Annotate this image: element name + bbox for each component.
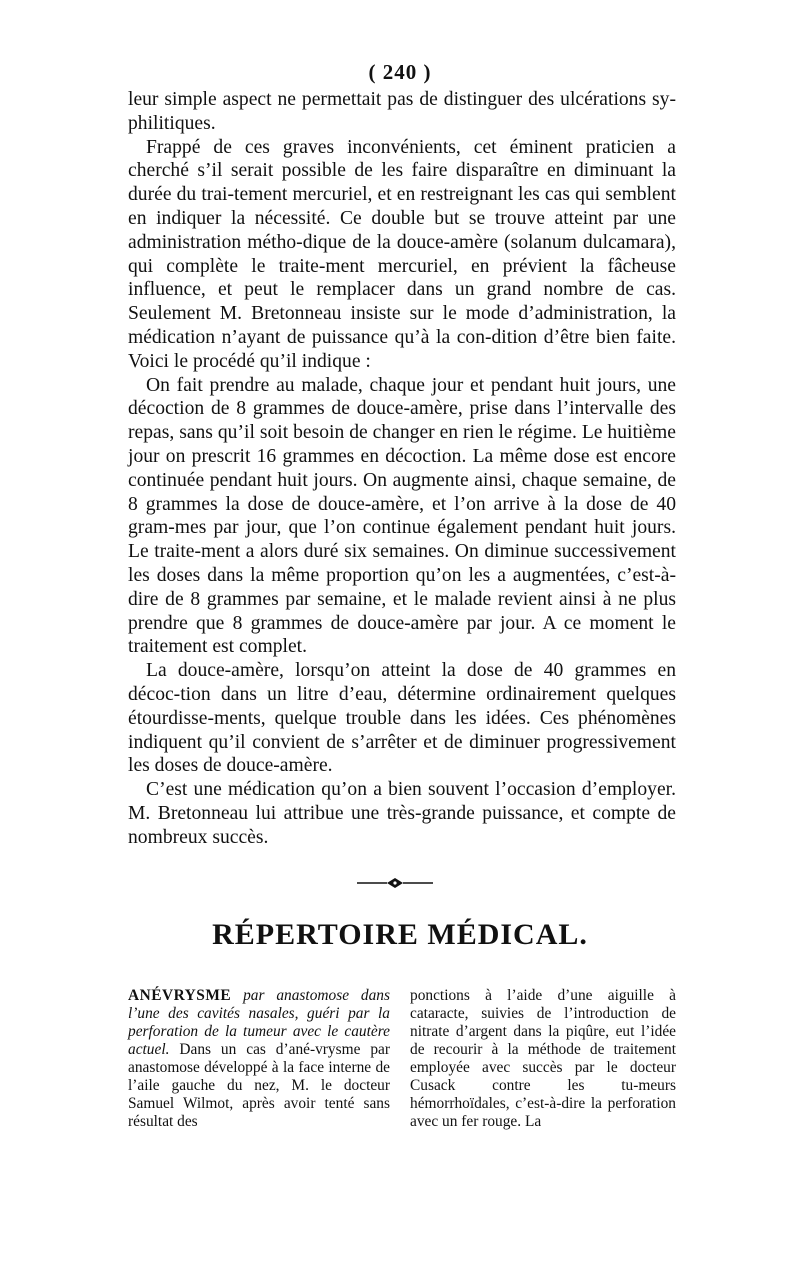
paragraph-5: C’est une médication qu’on a bien souvent l’occasion d’employer. M. Bretonneau lui attribue une très-grande puissance, et compte de nombreux succès. xyxy=(128,779,676,848)
main-text xyxy=(128,88,676,850)
right-column xyxy=(410,987,676,1131)
entry-text-left: Dans un cas d’ané-vrysme par anastomose développé à la face interne de l’aile gauche du nez, M. le docteur Samuel Wilmot, après avoir tenté sans résultat des xyxy=(128,1041,390,1130)
paragraph-1: leur simple aspect ne permettait pas de distinguer des ulcérations sy-philitiques. xyxy=(128,89,676,134)
paragraph-4: La douce-amère, lorsqu’on atteint la dose de 40 grammes en décoc-tion dans un litre d’eau, détermine ordinairement quelques étourdisse-ments, quelque trouble dans les idées. Ces phénomènes indiquent qu’il convient de s’arrêter et de diminuer progressivement les doses de douce-amère. xyxy=(128,660,676,777)
entry-paragraph xyxy=(128,987,390,1131)
left-column xyxy=(128,987,390,1131)
entry-subtitle: par anastomose dans l’une des cavités nasales, guéri par la perforation de la tumeur avec le cautère actuel. xyxy=(128,987,390,1058)
page-number: ( 240 ) xyxy=(368,60,432,84)
entry-headword: ANÉVRYSME xyxy=(128,987,232,1004)
paragraph-2: Frappé de ces graves inconvénients, cet éminent praticien a cherché s’il serait possible de les faire disparaître en diminuant la durée du trai-tement mercuriel, et en restreignant les cas qui semblent en indiquer la nécessité. Ce double but se trouve atteint par une administration métho-dique de la douce-amère (solanum dulcamara), qui complète le traite-ment mercuriel, en prévient la fâcheuse influence, et peut le remplacer dans un grand nombre de cas. Seulement M. Bretonneau insiste sur le mode d’administration, la médication n’ayant de puissance qu’à la con-dition d’être bien faite. Voici le procédé qu’il indique : xyxy=(128,136,676,372)
paragraph-3: On fait prendre au malade, chaque jour et pendant huit jours, une décoction de 8 grammes de douce-amère, prise dans l’intervalle des repas, sans qu’il soit besoin de changer en rien le régime. Le huitième jour on prescrit 16 grammes en décoction. La même dose est encore continuée pendant huit jours. On augmente ainsi, chaque semaine, de 8 grammes la dose de douce-amère, et l’on arrive à la dose de 40 gram-mes par jour, que l’on continue également pendant huit jours. Le traite-ment a alors duré six semaines. On diminue successivement les doses dans la même proportion qu’on les a augmentées, c’est-à-dire de 8 grammes par semaine, et le malade revient ainsi à ne plus prendre que 8 grammes de douce-amère par jour. A ce moment le traitement est complet. xyxy=(128,374,676,658)
divider-ornament-icon xyxy=(355,876,435,890)
section-title: RÉPERTOIRE MÉDICAL. xyxy=(212,918,588,951)
entry-text-right: ponctions à l’aide d’une aiguille à cataracte, suivies de l’introduction de nitrate d’argent dans la piqûre, eut l’idée de recourir à la méthode de traitement employée avec succès par le docteur Cusack contre les tu-meurs hémorrhoïdales, c’est-à-dire la perforation avec un fer rouge. La xyxy=(410,987,676,1130)
